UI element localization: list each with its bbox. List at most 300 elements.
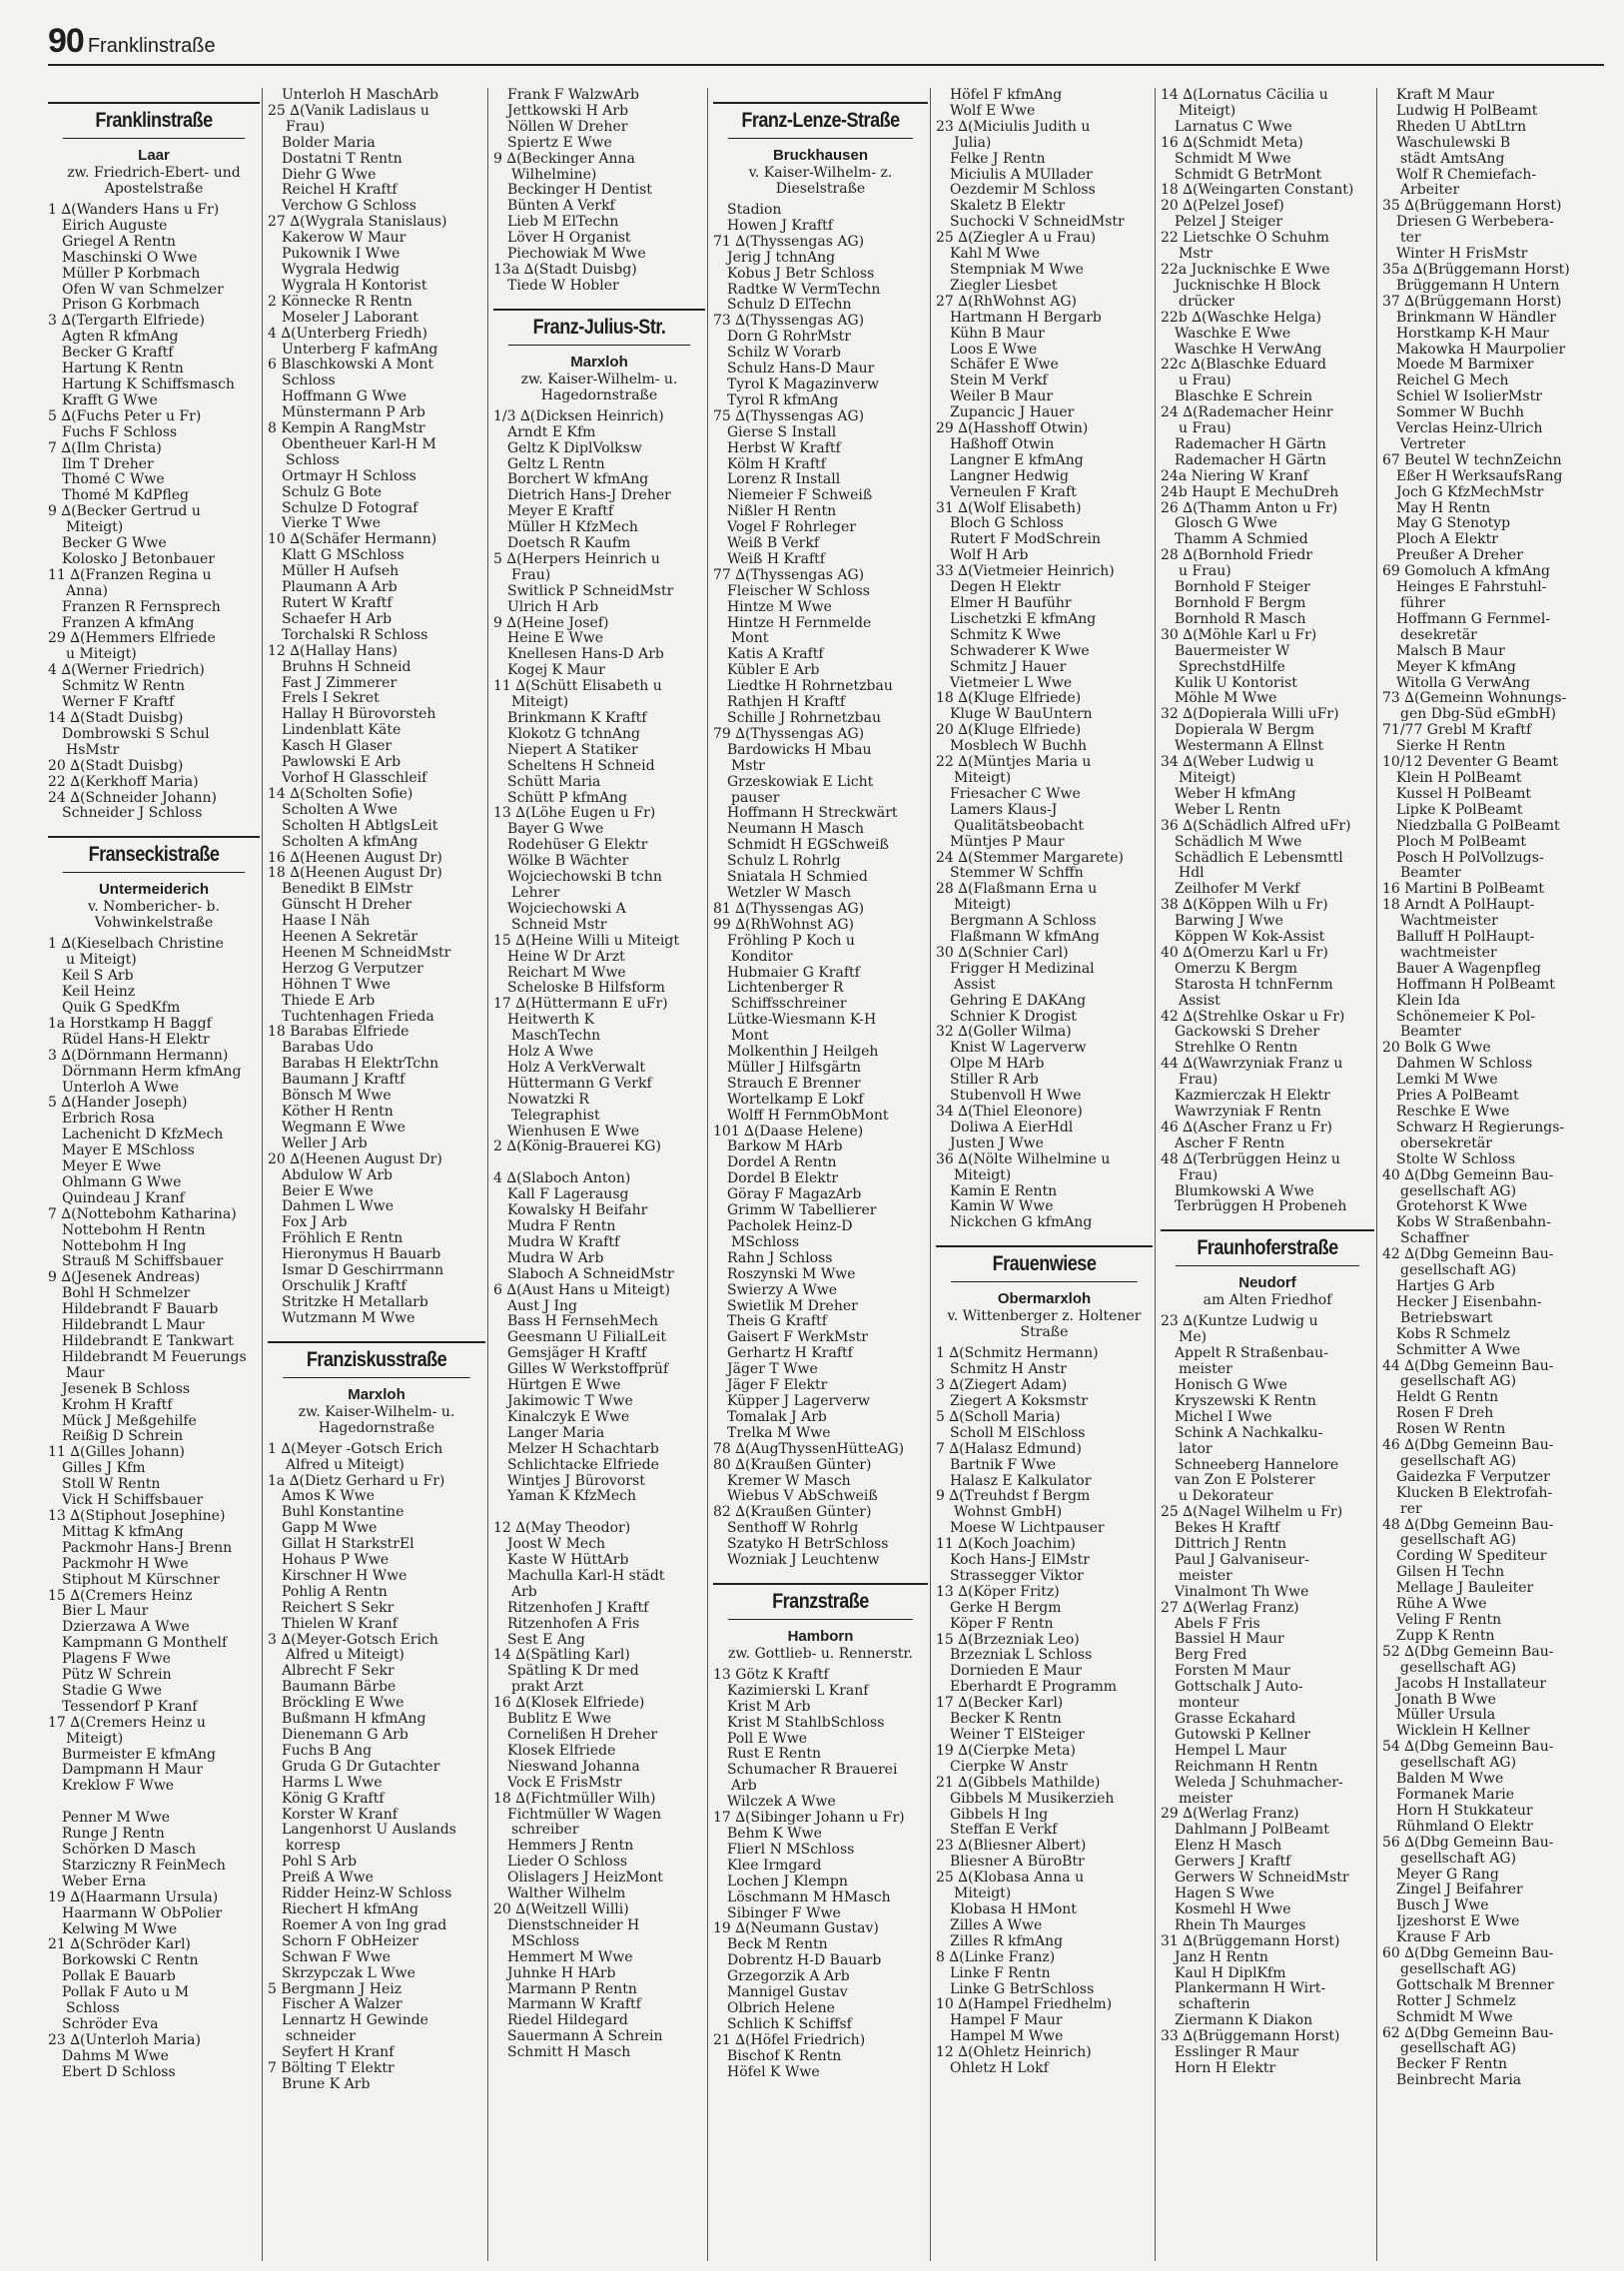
directory-entry: Wojciechowski A xyxy=(507,901,626,917)
directory-entry: Tessendorf P Kranf xyxy=(62,1699,198,1715)
directory-entry: Hecker J Eisenbahn- xyxy=(1396,1294,1542,1310)
directory-entry: Fleischer W Schloss xyxy=(727,583,870,599)
directory-entry: 22a Jucknischke E Wwe xyxy=(1161,262,1330,278)
directory-entry: 79 ∆(Thyssengas AG) xyxy=(713,726,865,742)
directory-entry: Mont xyxy=(731,631,769,647)
directory-entry: Prison G Korbmach xyxy=(62,298,200,314)
directory-entry: Behm K Wwe xyxy=(727,1827,822,1842)
directory-entry: Vietmeier L Wwe xyxy=(950,675,1073,691)
directory-entry: Müller H Aufseh xyxy=(282,564,400,580)
directory-entry: Krafft G Wwe xyxy=(62,392,158,408)
directory-entry: van Zon E Polsterer xyxy=(1175,1473,1315,1489)
directory-entry: Gaidezka F Verputzer xyxy=(1396,1469,1550,1485)
directory-entry: Terbrüggen H Probeneh xyxy=(1175,1199,1347,1215)
directory-entry: 15 ∆(Brzezniak Leo) xyxy=(936,1632,1080,1648)
directory-entry: Stein M Verkf xyxy=(950,374,1048,389)
directory-entry: Tyrol R kfmAng xyxy=(727,392,839,408)
directory-entry: Wozniak J Leuchtenw xyxy=(727,1553,880,1569)
directory-entry: 18 ∆(Fichtmüller Wilh) xyxy=(493,1791,656,1807)
directory-entry: 9 ∆(Jesenek Andreas) xyxy=(48,1270,201,1286)
directory-entry: Heinges E Fahrstuhl- xyxy=(1396,580,1547,596)
district-name: Untermeiderich xyxy=(98,881,210,899)
directory-entry: Klosek Elfriede xyxy=(507,1743,616,1759)
directory-entry: Dordel B Elektr xyxy=(727,1171,839,1187)
directory-entry: Dombrowski S Schul xyxy=(62,726,210,742)
directory-entry: 9 ∆(Beckinger Anna xyxy=(493,151,635,167)
directory-entry: Blumkowski A Wwe xyxy=(1175,1183,1314,1199)
directory-entry: Bröckling E Wwe xyxy=(282,1696,405,1712)
directory-entry: Thomé M KdPfleg xyxy=(62,488,190,504)
directory-entry: Gemsjäger H Kraftf xyxy=(507,1346,647,1362)
directory-entry: 8 Kempin A RangMstr xyxy=(268,421,425,437)
directory-entry: Klatt G MSchloss xyxy=(282,548,405,564)
directory-entry: Eirich Auguste xyxy=(62,218,168,234)
column-divider xyxy=(1376,88,1377,2261)
directory-entry: Bohl H Schmelzer xyxy=(62,1286,191,1302)
directory-entry: 8 ∆(Linke Franz) xyxy=(936,1949,1056,1965)
directory-entry: Stubenvoll H Wwe xyxy=(950,1089,1082,1105)
directory-entry: Knellesen Hans-D Arb xyxy=(507,647,664,663)
directory-entry: Nieswand Johanna xyxy=(507,1759,640,1775)
directory-entry: schneider xyxy=(286,2029,356,2045)
page-header xyxy=(48,22,216,64)
directory-entry: 30 ∆(Schnier Carl) xyxy=(936,945,1069,961)
street-title: Franseckistraße xyxy=(63,838,245,873)
directory-entry: Lennartz H Gewinde xyxy=(282,2013,428,2029)
district-name: Bruckhausen xyxy=(772,147,869,164)
directory-entry: korresp xyxy=(286,1839,341,1855)
directory-entry: meister xyxy=(1179,1791,1232,1807)
directory-entry: Hoffmann G Wwe xyxy=(282,389,406,405)
directory-entry: Ohletz H Lokf xyxy=(950,2061,1049,2077)
directory-entry: gesellschaft AG) xyxy=(1400,1263,1517,1279)
directory-entry: Jesenek B Schloss xyxy=(62,1381,191,1397)
directory-entry: 5 ∆(Scholl Maria) xyxy=(936,1409,1061,1425)
directory-entry: HsMstr xyxy=(66,742,120,758)
directory-entry: Degen H Elektr xyxy=(950,580,1061,596)
directory-entry: gesellschaft AG) xyxy=(1400,2041,1517,2057)
directory-entry: Baumann J Kraftf xyxy=(282,1073,406,1089)
directory-entry: Reichel G Mech xyxy=(1396,374,1509,389)
directory-entry: 22 Lietschke O Schuhm xyxy=(1161,231,1329,247)
directory-entry: Quindeau J Kranf xyxy=(62,1190,185,1206)
directory-entry: Gibbels H Ing xyxy=(950,1807,1049,1823)
directory-entry: Frau) xyxy=(1179,1073,1218,1089)
directory-entry: Assist xyxy=(954,977,996,993)
column-4 xyxy=(713,88,928,2261)
directory-entry: Diehr G Wwe xyxy=(282,167,377,183)
directory-entry: 75 ∆(Thyssengas AG) xyxy=(713,408,865,424)
directory-entry: 11 ∆(Schütt Elisabeth u xyxy=(493,679,662,695)
directory-entry: Miteigt) xyxy=(954,770,1012,786)
directory-entry: Hubmaier G Kraftf xyxy=(727,965,860,981)
directory-entry: Gibbels M Musikerzieh xyxy=(950,1791,1115,1807)
directory-entry: Gottschalk M Brenner xyxy=(1396,1977,1554,1993)
directory-entry: Arbeiter xyxy=(1400,183,1460,199)
directory-entry: u Dekorateur xyxy=(1179,1489,1273,1505)
directory-entry: Wegmann E Wwe xyxy=(282,1120,406,1136)
directory-entry xyxy=(493,1505,705,1521)
directory-entry: Orschulik J Kraftf xyxy=(282,1278,406,1294)
directory-entry: Schönemeier K Pol- xyxy=(1396,1009,1536,1025)
directory-entry: Hemmert M Wwe xyxy=(507,1949,633,1965)
directory-entry: Meyer E Wwe xyxy=(62,1159,162,1175)
directory-entry: Niemeier F Schweiß xyxy=(727,488,873,504)
directory-entry: Preußer A Dreher xyxy=(1396,548,1523,564)
directory-entry: Barwing J Wwe xyxy=(1175,914,1283,930)
directory-entry: Miteigt) xyxy=(954,898,1012,914)
directory-entry: Stiphout M Kürschner xyxy=(62,1572,220,1588)
directory-entry: 3 ∆(Dörnmann Hermann) xyxy=(48,1048,229,1064)
directory-entry: 15 ∆(Heine Willi u Miteigt xyxy=(493,933,679,949)
directory-entry: prakt Arzt xyxy=(511,1680,584,1696)
directory-entry: Köper F Rentn xyxy=(950,1616,1054,1632)
column-divider xyxy=(1155,88,1156,2261)
directory-entry: 14 ∆(Stadt Duisbg) xyxy=(48,711,184,726)
directory-entry: Doetsch R Kaufm xyxy=(507,536,631,552)
directory-entry: Preiß A Wwe xyxy=(282,1871,374,1887)
directory-entry: Langner Hedwig xyxy=(950,468,1069,484)
directory-entry: Weiner T ElSteiger xyxy=(950,1728,1085,1743)
directory-entry: Packmohr H Wwe xyxy=(62,1556,189,1572)
directory-entry: 16 Martini B PolBeamt xyxy=(1382,882,1545,898)
directory-entry: Abdulow W Arb xyxy=(282,1167,393,1183)
directory-entry: Driesen G Werbebera- xyxy=(1396,215,1554,231)
directory-entry: Weleda J Schuhmacher- xyxy=(1175,1775,1343,1791)
directory-entry: Müller P Korbmach xyxy=(62,266,201,282)
directory-entry: Lehrer xyxy=(511,885,560,901)
directory-entry: Scholten H AbtlgsLeit xyxy=(282,818,438,834)
directory-entry xyxy=(48,1795,260,1811)
directory-entry: Eberhardt E Programm xyxy=(950,1680,1118,1696)
directory-entry: ter xyxy=(1400,231,1421,247)
directory-entry: Betriebswart xyxy=(1400,1310,1493,1326)
directory-entry: Zilles A Wwe xyxy=(950,1917,1043,1933)
directory-entry: Ploch A Elektr xyxy=(1396,532,1498,548)
directory-entry: Dornieden E Maur xyxy=(950,1664,1082,1680)
directory-entry: rer xyxy=(1400,1501,1422,1517)
directory-entry: Schorn F ObHeizer xyxy=(282,1933,418,1949)
directory-entry: Konditor xyxy=(731,949,793,965)
directory-entry: Ascher F Rentn xyxy=(1175,1136,1285,1151)
directory-entry: Dostatni T Rentn xyxy=(282,151,403,167)
directory-entry: 24 ∆(Rademacher Heinr xyxy=(1161,405,1333,421)
directory-entry: Göray F MagazArb xyxy=(727,1187,862,1203)
directory-entry: Bier L Maur xyxy=(62,1604,149,1620)
street-location: v. Kaiser-Wilhelm- z. Dieselstraße xyxy=(748,165,893,197)
directory-entry: Klein Ida xyxy=(1396,993,1461,1009)
directory-entry: 12 ∆(May Theodor) xyxy=(493,1521,631,1537)
directory-entry: Dopierala W Bergm xyxy=(1175,723,1315,739)
directory-entry: Schmidt M Wwe xyxy=(1396,2009,1513,2025)
directory-entry: Kulik U Kontorist xyxy=(1175,675,1297,691)
directory-entry: Möhle M Wwe xyxy=(1175,691,1277,707)
directory-entry: 25 ∆(Klobasa Anna u xyxy=(936,1871,1085,1887)
directory-entry: 10 ∆(Hampel Friedhelm) xyxy=(936,1997,1113,2013)
directory-entry: Wölke B Wächter xyxy=(507,854,629,870)
directory-entry: Schmitz J Hauer xyxy=(950,659,1067,675)
column-2 xyxy=(268,88,485,2261)
directory-entry: 9 ∆(Becker Gertrud u xyxy=(48,504,201,520)
directory-entry: 18 ∆(Kluge Elfriede) xyxy=(936,691,1082,707)
column-5 xyxy=(936,88,1153,2261)
directory-entry: Heine E Wwe xyxy=(507,631,604,647)
directory-entry: Wolf R Chemiefach- xyxy=(1396,167,1537,183)
directory-entry: Hallay H Bürovorsteh xyxy=(282,707,436,723)
directory-entry: Bublitz E Wwe xyxy=(507,1712,612,1728)
column-divider xyxy=(262,88,263,2261)
directory-entry: Kall F Lagerausg xyxy=(507,1187,629,1203)
directory-entry: Miteigt) xyxy=(511,695,569,711)
directory-entry: Ziermann K Diakon xyxy=(1175,2013,1313,2029)
directory-entry: Roemer A von Ing grad xyxy=(282,1917,447,1933)
directory-entry: gesellschaft AG) xyxy=(1400,1756,1517,1772)
directory-entry: Krist M StahlbSchloss xyxy=(727,1715,885,1731)
directory-entry: Bardowicks H Mbau xyxy=(727,742,872,758)
directory-entry: Schlichtacke Elfriede xyxy=(507,1457,659,1473)
street-location: v. Wittenberger z. Holtener Straße xyxy=(947,1308,1142,1341)
directory-entry: Walther Wilhelm xyxy=(507,1887,626,1902)
directory-entry: Miciulis A MÜllader xyxy=(950,167,1093,183)
directory-entry: Bauermeister W xyxy=(1175,643,1290,659)
directory-entry: Lütke-Wiesmann K-H xyxy=(727,1013,877,1029)
directory-entry: Schneider J Schloss xyxy=(62,806,203,822)
directory-entry: 42 ∆(Dbg Gemeinn Bau- xyxy=(1382,1247,1554,1263)
directory-entry: Hildebrandt M Feuerungs xyxy=(62,1349,247,1365)
directory-entry: Korster W Kranf xyxy=(282,1807,398,1823)
directory-entry: Moseler J Laborant xyxy=(282,310,418,326)
directory-entry: Larnatus C Wwe xyxy=(1175,119,1292,135)
directory-entry: 35 ∆(Brüggemann Horst) xyxy=(1382,199,1562,215)
directory-entry: Geltz L Rentn xyxy=(507,456,605,472)
directory-entry: Mittag K kfmAng xyxy=(62,1524,184,1540)
directory-entry: Krause F Arb xyxy=(1396,1930,1491,1946)
directory-entry: Strehlke O Rentn xyxy=(1175,1041,1298,1057)
column-divider xyxy=(930,88,931,2261)
running-head: Franklinstraße xyxy=(87,35,216,57)
directory-entry: Dahmen W Schloss xyxy=(1396,1057,1533,1073)
directory-entry: Vierke T Wwe xyxy=(282,516,381,532)
directory-entry: Gerhartz H Kraftf xyxy=(727,1346,853,1362)
directory-entry: Trelka M Wwe xyxy=(727,1425,831,1441)
directory-entry: Frels I Sekret xyxy=(282,691,380,707)
directory-entry: Kamin W Wwe xyxy=(950,1199,1054,1215)
directory-entry: Alfred u Miteigt) xyxy=(286,1648,405,1664)
street-section-header xyxy=(1161,1229,1374,1308)
directory-entry: Grzeskowiak E Licht xyxy=(727,774,874,790)
directory-entry: gesellschaft AG) xyxy=(1400,1183,1517,1199)
directory-entry: Wygrala H Kontorist xyxy=(282,278,427,294)
directory-entry: 16 ∆(Heenen August Dr) xyxy=(268,850,442,866)
directory-entry: Dahlmann J PolBeamt xyxy=(1175,1823,1329,1839)
directory-entry: Reichel H Kraftf xyxy=(282,183,398,199)
directory-entry: Hampel M Wwe xyxy=(950,2029,1064,2045)
directory-entry: 32 ∆(Goller Wilma) xyxy=(936,1025,1072,1041)
directory-entry: Paul J Galvaniseur- xyxy=(1175,1552,1309,1568)
directory-entry: Wicklein H Kellner xyxy=(1396,1724,1530,1740)
directory-entry: Reichert S Sekr xyxy=(282,1600,395,1616)
directory-entry: Schmidt H EGSchweiß xyxy=(727,838,889,854)
directory-entry: 20 ∆(Kluge Elfriede) xyxy=(936,723,1082,739)
directory-entry: Bloch G Schloss xyxy=(950,516,1064,532)
directory-entry: Julia) xyxy=(954,135,992,151)
directory-entry: 28 ∆(Bornhold Friedr xyxy=(1161,548,1313,564)
directory-entry: Weber Erna xyxy=(62,1874,147,1890)
directory-entry: Kobs W Straßenbahn- xyxy=(1396,1215,1551,1231)
directory-entry: 29 ∆(Hasshoff Otwin) xyxy=(936,421,1089,437)
directory-entry: 19 ∆(Neumann Gustav) xyxy=(713,1921,879,1937)
directory-entry: Pries A PolBeamt xyxy=(1396,1089,1519,1105)
directory-entry: Stritzke H Metallarb xyxy=(282,1294,428,1310)
directory-entry: Miteigt) xyxy=(1179,770,1236,786)
directory-entry: Anna) xyxy=(66,583,108,599)
directory-entry: Schneid Mstr xyxy=(511,917,607,933)
directory-entry: Rhein Th Maurges xyxy=(1175,1917,1306,1933)
directory-entry: 25 ∆(Nagel Wilhelm u Fr) xyxy=(1161,1505,1343,1521)
directory-entry: Sierke H Rentn xyxy=(1396,739,1506,755)
directory-entry: 78 ∆(AugThyssenHütteAG) xyxy=(713,1441,905,1457)
directory-entry: Scheloske B Hilfsform xyxy=(507,981,665,997)
directory-entry: Wojciechowski B tchn xyxy=(507,870,662,886)
directory-entry: Bauer A Wagenpfleg xyxy=(1396,961,1541,977)
directory-entry: 16 ∆(Klosek Elfriede) xyxy=(493,1696,645,1712)
directory-entry: Theis G Kraftf xyxy=(727,1314,827,1330)
directory-entry: Hartung K Rentn xyxy=(62,362,184,378)
directory-entry: Schröder Eva xyxy=(62,2016,159,2032)
directory-entry: Schulze D Fotograf xyxy=(282,500,418,516)
directory-entry: pauser xyxy=(731,790,780,806)
directory-entry: Abels F Fris xyxy=(1175,1616,1260,1632)
directory-entry: u Frau) xyxy=(1179,421,1231,437)
directory-entry: Ludwig H PolBeamt xyxy=(1396,103,1538,119)
directory-entry: Szatyko H BetrSchloss xyxy=(727,1537,889,1553)
district-name: Marxloh xyxy=(570,353,628,371)
directory-entry: May G Stenotyp xyxy=(1396,516,1511,532)
directory-entry: Mellage J Bauleiter xyxy=(1396,1581,1534,1597)
directory-entry: Kaste W HüttArb xyxy=(507,1553,629,1569)
directory-entry: Schwarz H Regierungs- xyxy=(1396,1120,1565,1136)
directory-entry: Tomalak J Arb xyxy=(727,1409,827,1425)
directory-entry: Schütt Maria xyxy=(507,774,601,790)
directory-entry: Nöllen W Dreher xyxy=(507,119,628,135)
directory-entry: Packmohr Hans-J Brenn xyxy=(62,1540,233,1556)
directory-entry: 11 ∆(Franzen Regina u xyxy=(48,567,212,583)
directory-entry: Heenen A Sekretär xyxy=(282,930,418,946)
directory-entry: 27 ∆(Wygrala Stanislaus) xyxy=(268,215,447,231)
directory-entry: gesellschaft AG) xyxy=(1400,1533,1517,1549)
directory-entry: 71 ∆(Thyssengas AG) xyxy=(713,234,865,250)
directory-entry: Janz H Rentn xyxy=(1175,1949,1268,1965)
directory-entry: Klee Irmgard xyxy=(727,1858,822,1874)
directory-entry: Scholten A kfmAng xyxy=(282,834,418,850)
directory-entry: Müller Ursula xyxy=(1396,1708,1496,1724)
directory-entry: Weiß B Verkf xyxy=(727,536,820,552)
directory-entry: 46 ∆(Ascher Franz u Fr) xyxy=(1161,1120,1333,1136)
directory-entry: Günscht H Dreher xyxy=(282,898,412,914)
directory-entry: Borchert W kfmAng xyxy=(507,472,649,488)
directory-entry: Wygrala Hedwig xyxy=(282,262,401,278)
directory-entry: Justen J Wwe xyxy=(950,1136,1044,1151)
directory-entry: Linke G BetrSchloss xyxy=(950,1981,1095,1997)
directory-entry: 36 ∆(Nölte Wilhelmine u xyxy=(936,1151,1111,1167)
directory-entry: Olislagers J HeizMont xyxy=(507,1871,663,1887)
directory-entry: Horstkamp K-H Maur xyxy=(1396,326,1549,342)
directory-entry: Spiertz E Wwe xyxy=(507,135,612,151)
directory-entry: Thielen W Kranf xyxy=(282,1616,398,1632)
directory-entry: städt AmtsAng xyxy=(1400,151,1505,167)
directory-entry: Beamter xyxy=(1400,1025,1461,1041)
directory-entry: 48 ∆(Dbg Gemeinn Bau- xyxy=(1382,1517,1554,1533)
directory-entry: Fuchs F Schloss xyxy=(62,424,178,440)
directory-entry: Pacholek Heinz-D xyxy=(727,1219,853,1234)
directory-entry: Kaul H DiplKfm xyxy=(1175,1965,1286,1981)
directory-entry: 21 ∆(Schröder Karl) xyxy=(48,1937,191,1953)
directory-entry: Schmitz H Anstr xyxy=(950,1362,1067,1378)
directory-entry: 4 ∆(Unterberg Friedh) xyxy=(268,326,427,342)
directory-entry: Telegraphist xyxy=(511,1108,600,1124)
directory-entry: Maur xyxy=(66,1365,105,1381)
directory-entry: Sommer W Buchh xyxy=(1396,405,1525,421)
directory-entry: Flierl N MSchloss xyxy=(727,1842,855,1858)
directory-entry: Appelt R Straßenbau- xyxy=(1175,1346,1328,1362)
directory-entry: Grimm W Tabellierer xyxy=(727,1203,877,1219)
directory-entry: Veling F Rentn xyxy=(1396,1613,1502,1628)
directory-entry: Dahmen L Wwe xyxy=(282,1199,395,1215)
directory-entry: Sniatala H Schmied xyxy=(727,870,868,886)
directory-entry: Beinbrecht Maria xyxy=(1396,2073,1522,2089)
directory-entry: Tiede W Hobler xyxy=(507,278,619,294)
directory-entry: König G Kraftf xyxy=(282,1791,385,1807)
directory-entry: 35a ∆(Brüggemann Horst) xyxy=(1382,262,1570,278)
directory-entry: 22 ∆(Kerkhoff Maria) xyxy=(48,774,199,790)
directory-entry: Loos E Wwe xyxy=(950,342,1038,358)
directory-entry: Schulz L Rohrlg xyxy=(727,854,841,870)
directory-entry: 25 ∆(Vanik Ladislaus u xyxy=(268,103,429,119)
street-section-header xyxy=(268,1341,485,1436)
directory-entry: Assist xyxy=(1179,993,1220,1009)
directory-entry: Kazmierczak H Elektr xyxy=(1175,1089,1330,1105)
directory-entry: Stemmer W Schffn xyxy=(950,866,1084,882)
directory-entry: 32 ∆(Dopierala Willi uFr) xyxy=(1161,707,1339,723)
directory-entry: Aust J Ing xyxy=(507,1298,577,1314)
directory-entry: Rathjen H Kraftf xyxy=(727,695,846,711)
directory-entry: gen Dbg-Süd eGmbH) xyxy=(1400,707,1556,723)
directory-entry: 1 ∆(Schmitz Hermann) xyxy=(936,1346,1099,1362)
directory-entry: 13a ∆(Stadt Duisbg) xyxy=(493,262,637,278)
directory-entry: Schneeberg Hannelore xyxy=(1175,1457,1339,1473)
directory-entry: 1 ∆(Meyer -Gotsch Erich xyxy=(268,1441,443,1457)
directory-entry: Gilles W Werkstoffprüf xyxy=(507,1362,669,1378)
directory-entry: Strassegger Viktor xyxy=(950,1568,1084,1584)
directory-entry: Hildebrandt L Maur xyxy=(62,1318,205,1334)
directory-entry: Radtke W VermTechn xyxy=(727,282,881,298)
directory-entry: 31 ∆(Wolf Elisabeth) xyxy=(936,500,1082,516)
directory-entry: Riechert H kfmAng xyxy=(282,1901,418,1917)
directory-entry: Hildebrandt F Bauarb xyxy=(62,1302,219,1318)
directory-entry: Mück J Meßgehilfe xyxy=(62,1413,197,1429)
directory-entry: Obentheuer Karl-H M xyxy=(282,436,436,452)
directory-entry: Senthoff W Rohrlg xyxy=(727,1521,859,1537)
directory-entry: Müntjes P Maur xyxy=(950,834,1065,850)
directory-entry: Kasch H Glaser xyxy=(282,739,393,755)
directory-entry: Quik G SpedKfm xyxy=(62,1000,181,1016)
directory-entry: 11 ∆(Gilles Johann) xyxy=(48,1445,185,1461)
directory-entry: Hohaus P Wwe xyxy=(282,1553,390,1569)
directory-entry: 29 ∆(Werlag Franz) xyxy=(1161,1807,1299,1823)
street-location: am Alten Friedhof xyxy=(1203,1292,1332,1309)
directory-entry: Bußmann H kfmAng xyxy=(282,1712,426,1728)
directory-entry: obersekretär xyxy=(1400,1136,1492,1151)
